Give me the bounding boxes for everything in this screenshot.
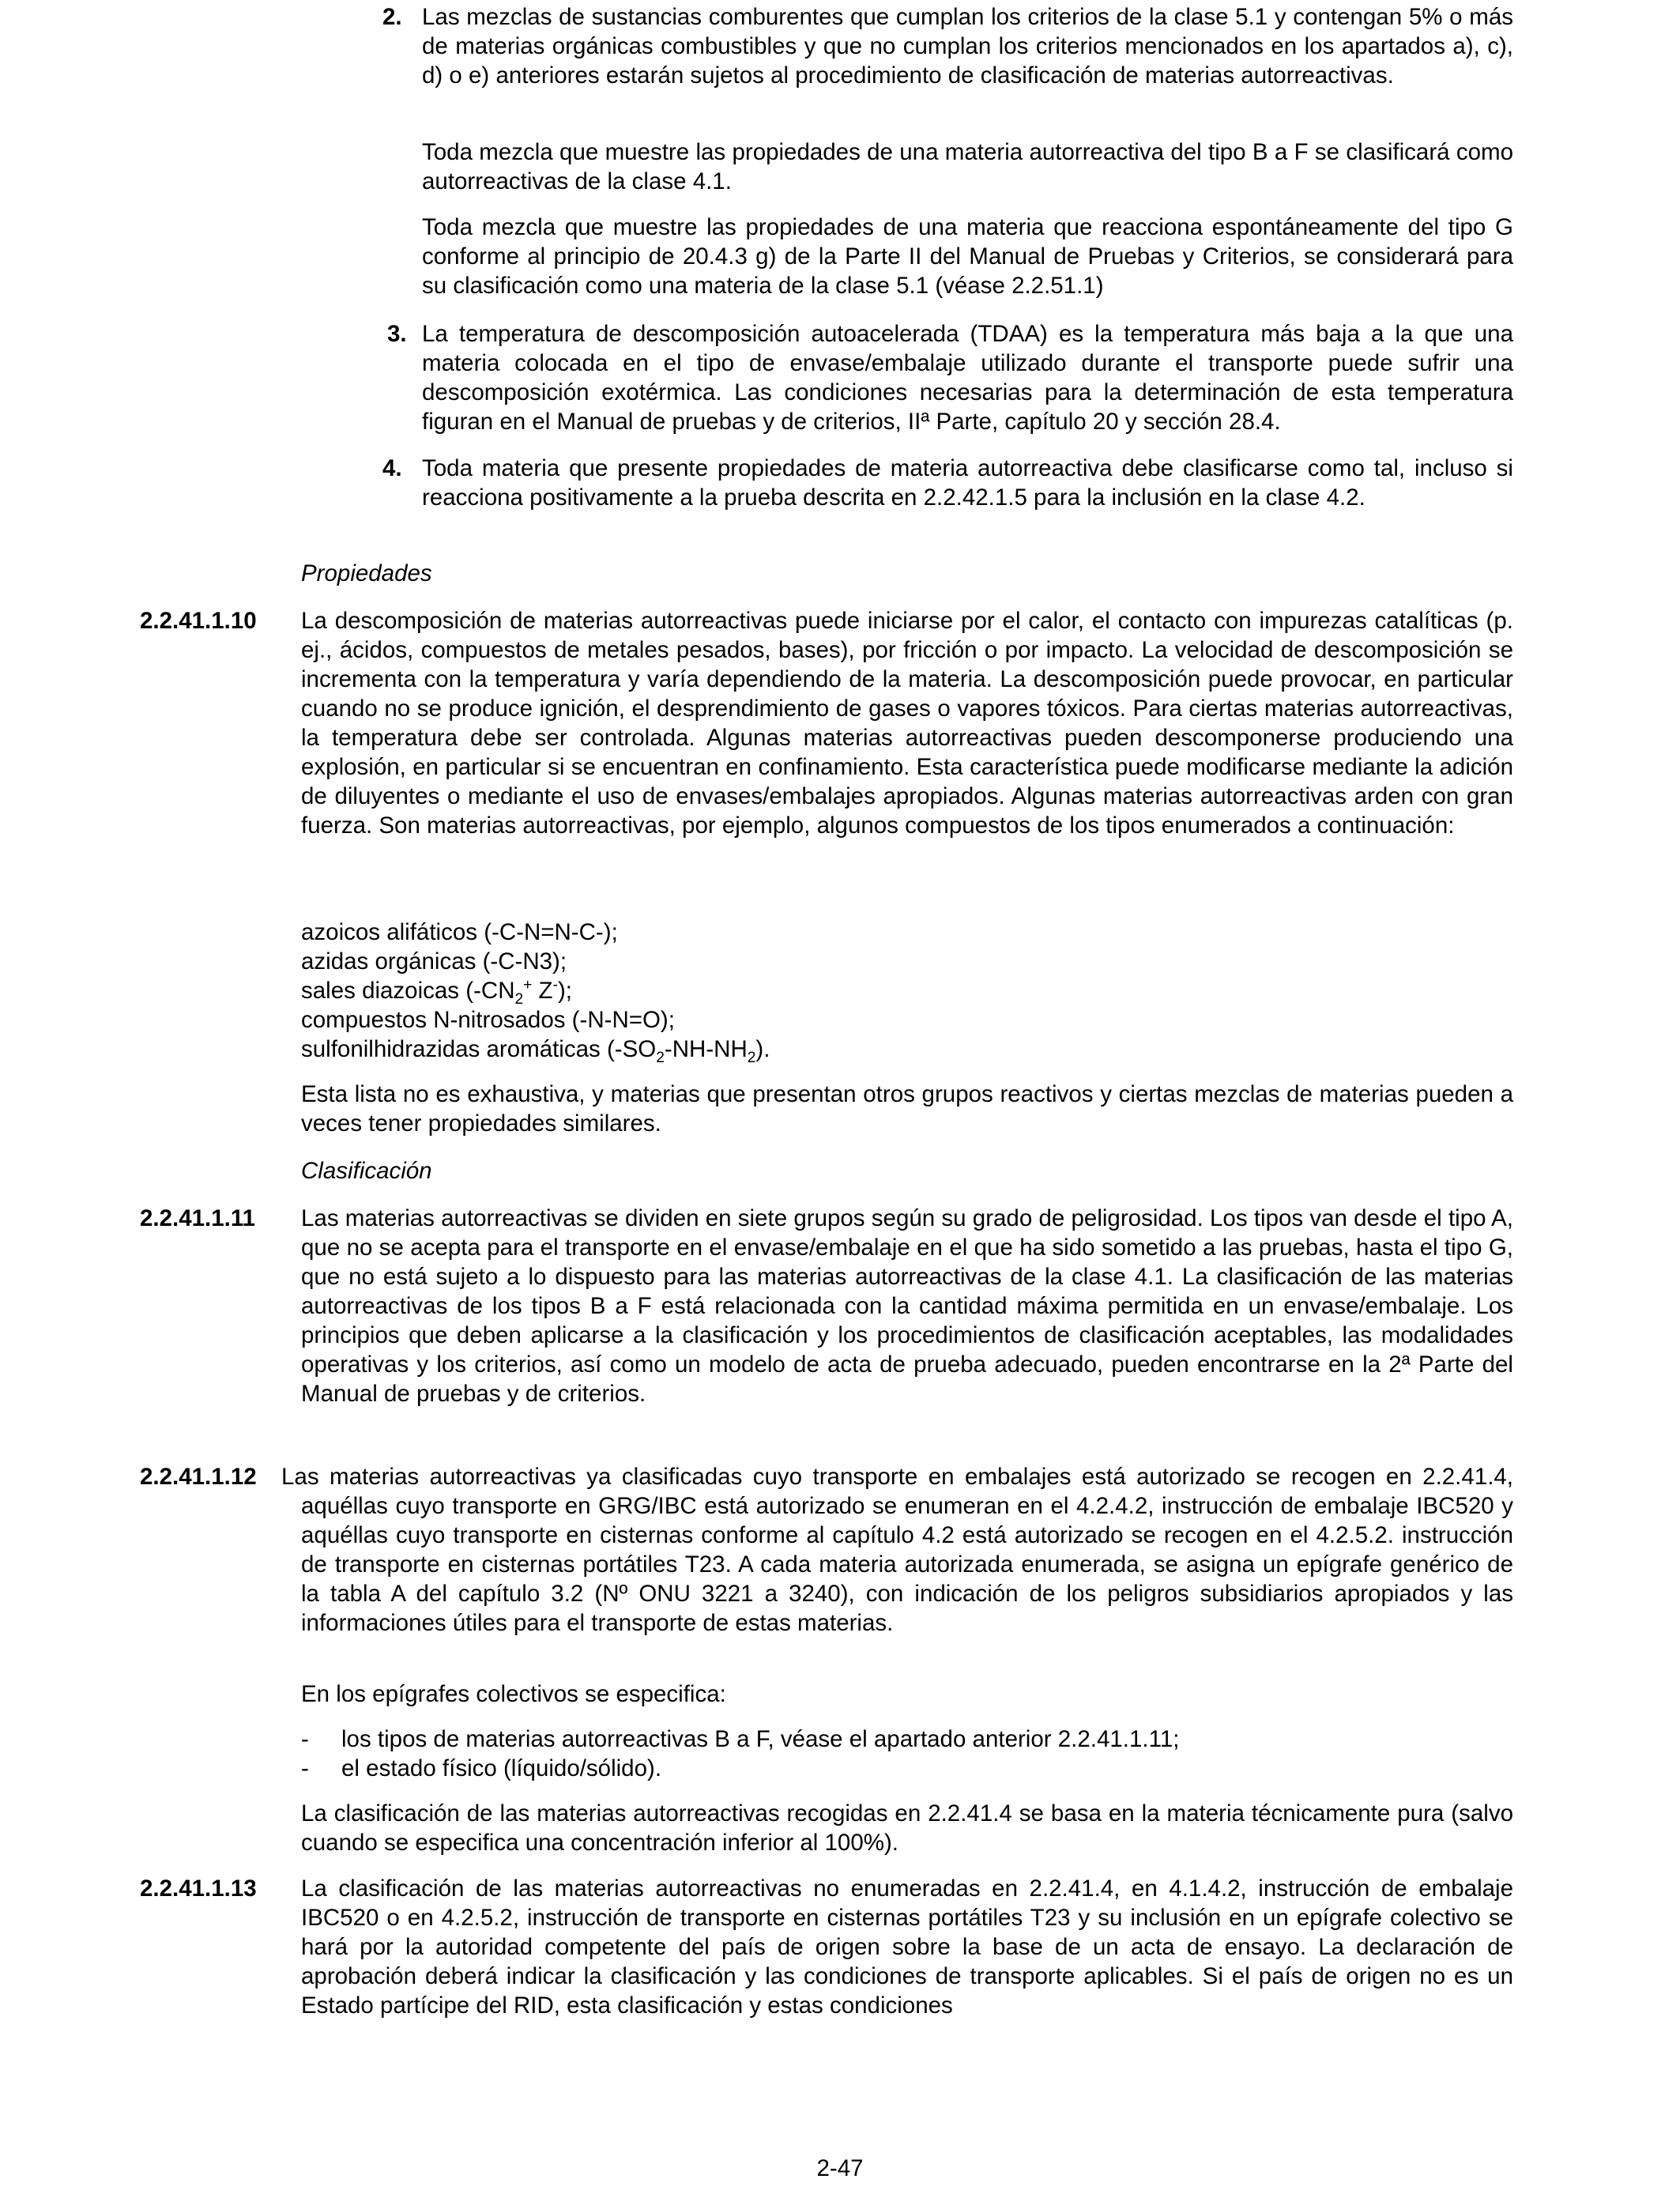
section-12-after: La clasificación de las materias autorreactivas recogidas en 2.2.41.4 se basa en la materia técnicamente pura (salvo cuando se especifica una concentración inferior al 100%). (301, 1800, 1513, 1856)
item-number-4: 4. (382, 455, 402, 481)
bullet-dash: - (301, 1726, 309, 1752)
item-2-paragraph-3: Toda mezcla que muestre las propiedades de una materia que reacciona espontáneamente del tipo G conforme al principio de 20.4.3 g) de la Parte II del Manual de Pruebas y Criterios, se considerará para su clasificación como una materia de la clase 5.1 (véase 2.2.51.1) (422, 214, 1513, 299)
list-item-sulfonilhidrazidas: sulfonilhidrazidas aromáticas $(-SO_2-NH-NH_2)$. (301, 1036, 770, 1066)
bullet-dash: - (301, 1755, 309, 1781)
section-13-text: La clasificación de las materias autorreactivas no enumeradas en 2.2.41.4, en 4.1.4.2, instrucción de embalaje IBC520 o en 4.2.5.2, instrucción de transporte en cisternas portátiles T23 y su inclusión en un epígrafe colectivo se hará por la autoridad competente del país de origen sobre la base de un acta de ensayo. La declaración de aprobación deberá indicar la clasificación y las condiciones de transporte aplicables. Si el país de origen no es un Estado partícipe del RID, esta clasificación y estas condiciones (301, 1875, 1513, 2019)
section-11-text: Las materias autorreactivas se dividen en siete grupos según su grado de peligrosidad. Los tipos van desde el tipo A, que no se acepta para el transporte en el envase/embalaje en el que ha sido sometido a las pruebas, hasta el tipo G, que no está sujeto a lo dispuesto para las materias autorreactivas de la clase 4.1. La clasificación de las materias autorreactivas de los tipos B a F está relacionada con la cantidad máxima permitida en un envase/embalaje. Los principios que deben aplicarse a la clasificación y los procedimientos de clasificación aceptables, las modalidades operativas y los criterios, así como un modelo de acta de prueba adecuado, pueden encontrarse en la 2ª Parte del Manual de pruebas y de criterios. (301, 1205, 1513, 1407)
section-10-after-list: Esta lista no es exhaustiva, y materias que presentan otros grupos reactivos y ciertas mezclas de materias pueden a veces tener propiedades similares. (301, 1081, 1513, 1137)
section-10-text: La descomposición de materias autorreactivas puede iniciarse por el calor, el contacto con impurezas catalíticas (p. ej., ácidos, compuestos de metales pesados, bases), por fricción o por impacto. La velocidad de descomposición se incrementa con la temperatura y varía dependiendo de la materia. La descomposición puede provocar, en particular cuando no se produce ignición, el desprendimiento de gases o vapores tóxicos. Para ciertas materias autorreactivas, la temperatura debe ser controlada. Algunas materias autorreactivas pueden descomponerse produciendo una explosión, en particular si se encuentran en confinamiento. Esta característica puede modificarse mediante la adición de diluyentes o mediante el uso de envases/embalajes apropiados. Algunas materias autorreactivas arden con gran fuerza. Son materias autorreactivas, por ejemplo, algunos compuestos de los tipos enumerados a continuación: (301, 608, 1513, 839)
heading-propiedades: Propiedades (301, 560, 432, 586)
list-item-nitrosados: compuestos N-nitrosados (-N-N=O); (301, 1007, 675, 1033)
reactive-groups-list (301, 918, 1513, 1064)
list-item-azoicos: azoicos alifáticos (-C-N=N-C-); (301, 919, 618, 945)
heading-clasificacion: Clasificación (301, 1158, 432, 1184)
bullet-text: el estado físico (líquido/sólido). (341, 1755, 662, 1781)
section-number-13: 2.2.41.1.13 (140, 1875, 257, 1902)
section-12-text: Las materias autorreactivas ya clasificadas cuyo transporte en embalajes está autorizado se recogen en 2.2.41.4, aquéllas cuyo transporte en GRG/IBC está autorizado se enumeran en el 4.2.4.2, instrucción de embalaje IBC520 y aquéllas cuyo transporte en cisternas conforme al capítulo 4.2 está autorizado se recogen en el 4.2.5.2. instrucción de transporte en cisternas portátiles T23. A cada materia autorizada enumerada, se asigna un epígrafe genérico de la tabla A del capítulo 3.2 (Nº ONU 3221 a 3240), con indicación de los peligros subsidiarios apropiados y las informaciones útiles para el transporte de estas materias. (281, 1464, 1513, 1636)
list-item-azidas: azidas orgánicas (-C-N3); (301, 948, 567, 974)
collective-entries-intro: En los epígrafes colectivos se especifica: (301, 1681, 726, 1707)
section-number-11: 2.2.41.1.11 (140, 1205, 256, 1231)
item-number-2: 2. (382, 4, 402, 30)
section-number-10: 2.2.41.1.10 (140, 608, 257, 634)
list-item-sales-diazoicas: sales diazoicas ($-CN_2^+$ Z-); (301, 977, 572, 1008)
item-4-paragraph: Toda materia que presente propiedades de materia autorreactiva debe clasificarse como tal, incluso si reacciona positivamente a la prueba descrita en 2.2.42.1.5 para la inclusión en la clase 4.2. (422, 455, 1513, 511)
page-number: 2-47 (816, 2155, 864, 2181)
item-number-3: 3. (387, 321, 407, 347)
section-number-12: 2.2.41.1.12 (140, 1464, 257, 1490)
item-2-paragraph-2: Toda mezcla que muestre las propiedades de una materia autorreactiva del tipo B a F se clasificará como autorreactivas de la clase 4.1. (422, 139, 1513, 194)
item-2-paragraph-1: Las mezclas de sustancias comburentes que cumplan los criterios de la clase 5.1 y contengan 5% o más de materias orgánicas combustibles y que no cumplan los criterios mencionados en los apartados a), c), d) o e) anteriores estarán sujetos al procedimiento de clasificación de materias autorreactivas. (422, 4, 1513, 89)
bullet-text: los tipos de materias autorreactivas B a F, véase el apartado anterior 2.2.41.1.11; (341, 1726, 1180, 1752)
item-3-paragraph: La temperatura de descomposición autoacelerada (TDAA) es la temperatura más baja a la que una materia colocada en el tipo de envase/embalaje utilizado durante el transporte puede sufrir una descomposición exotérmica. Las condiciones necesarias para la determinación de esta temperatura figuran en el Manual de pruebas y de criterios, IIª Parte, capítulo 20 y sección 28.4. (422, 321, 1513, 435)
